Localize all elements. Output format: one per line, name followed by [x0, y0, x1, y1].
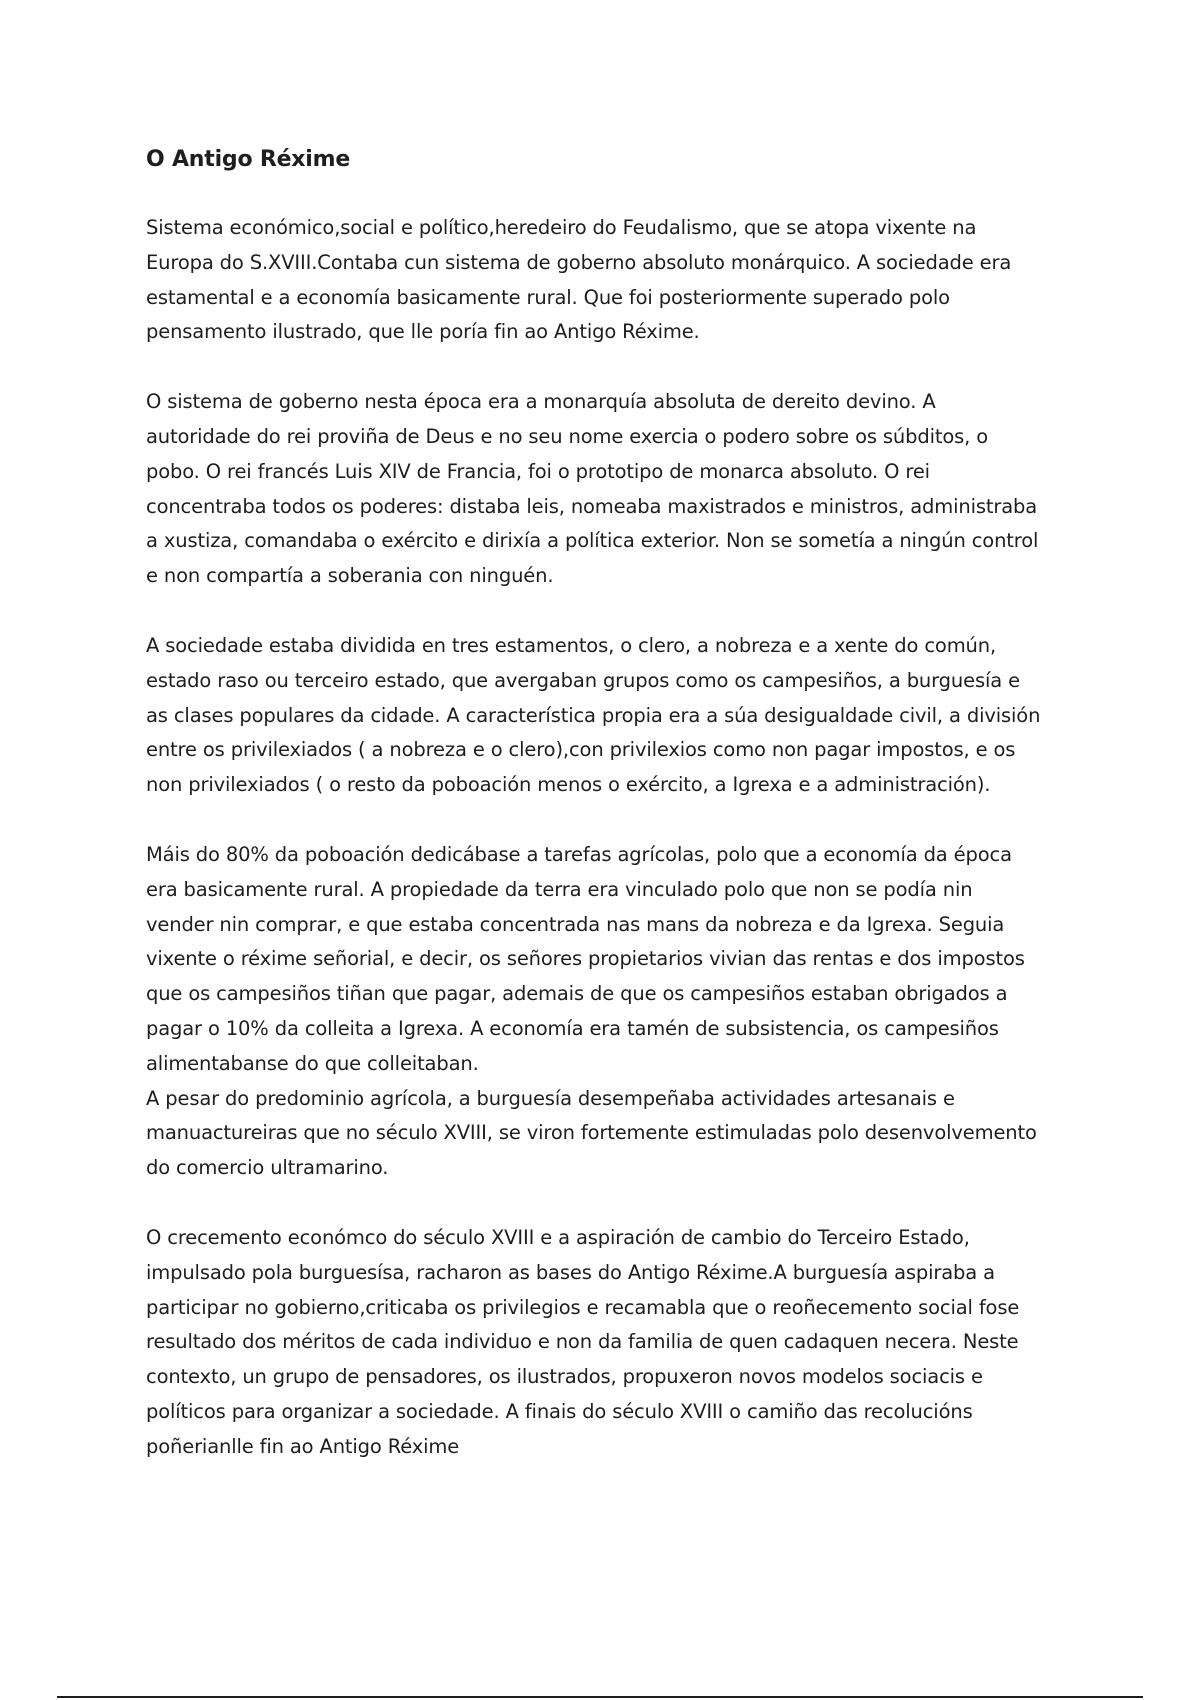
text-line: Sistema económico,social e político,heredeiro do Feudalismo, que se atopa vixente na	[146, 216, 977, 239]
document-title: O Antigo Réxime	[146, 147, 351, 172]
text-line: era basicamente rural. A propiedade da terra era vinculado polo que non se podía nin	[146, 877, 973, 901]
paragraph-society	[146, 629, 1066, 803]
text-line: concentraba todos os poderes: distaba leis, nomeaba maxistrados e ministros, administraba	[146, 494, 1038, 518]
paragraph-crisis	[146, 1221, 1066, 1465]
text-line: e non compartía a soberania con ninguén.	[146, 564, 554, 588]
paragraph-economy	[146, 838, 1066, 1082]
text-line: manuactureiras que no século XVIII, se viron fortemente estimuladas polo desenvolvemento	[146, 1121, 1037, 1145]
text-line: Máis do 80% da poboación dedicábase a tarefas agrícolas, polo que a economía da época	[146, 842, 1012, 866]
text-line: vender nin comprar, e que estaba concentrada nas mans da nobreza e da Igrexa. Seguia	[146, 912, 1005, 936]
text-line: estado raso ou terceiro estado, que avergaban grupos como os campesiños, a burguesía e	[146, 668, 1020, 692]
text-line: resultado dos méritos de cada individuo e non da familia de quen cadaquen necera. Neste	[146, 1330, 1019, 1354]
text-line: non privilexiados ( o resto da poboación menos o exército, a Igrexa e a administración).	[146, 773, 991, 797]
text-line: a xustiza, comandaba o exército e dirixía a política exterior. Non se sometía a ningún control	[146, 529, 1039, 553]
text-line: O crecemento económco do século XVIII e a aspiración de cambio do Terceiro Estado,	[146, 1225, 970, 1249]
text-line: A sociedade estaba dividida en tres estamentos, o clero, a nobreza e a xente do común,	[146, 633, 997, 657]
footer-divider	[57, 1696, 1143, 1698]
text-line: vixente o réxime señorial, e decir, os señores propietarios vivian das rentas e dos impostos	[146, 947, 1025, 971]
paragraph-definition	[146, 211, 1066, 350]
text-line: entre os privilexiados ( a nobreza e o clero),con privilexios como non pagar impostos, e os	[146, 738, 1016, 762]
paragraph-government	[146, 385, 1066, 594]
text-line: contexto, un grupo de pensadores, os ilustrados, propuxeron novos modelos sociacis e	[146, 1365, 983, 1389]
document-body	[146, 143, 1066, 1500]
text-line: O sistema de goberno nesta época era a monarquía absoluta de dereito devino. A	[146, 390, 936, 414]
text-line: alimentabanse do que colleitaban.	[146, 1051, 479, 1075]
text-line: Europa do S.XVIII.Contaba cun sistema de goberno absoluto monárquico. A sociedade era	[146, 250, 1012, 274]
paragraph-bourgeoisie	[146, 1082, 1066, 1186]
text-line: participar no gobierno,criticaba os privilegios e recamabla que o reoñecemento social fose	[146, 1295, 1020, 1319]
text-line: políticos para organizar a sociedade. A finais do século XVIII o camiño das recolucións	[146, 1399, 973, 1423]
text-line: as clases populares da cidade. A característica propia era a súa desigualdade civil, a división	[146, 703, 1041, 727]
text-line: poñerianlle fin ao Antigo Réxime	[146, 1434, 460, 1458]
text-line: pensamento ilustrado, que lle poría fin ao Antigo Réxime.	[146, 320, 700, 344]
text-line: A pesar do predominio agrícola, a burguesía desempeñaba actividades artesanais e	[146, 1086, 955, 1110]
text-line: que os campesiños tiñan que pagar, ademais de que os campesiños estaban obrigados a	[146, 982, 1008, 1006]
text-line: pobo. O rei francés Luis XIV de Francia, foi o prototipo de monarca absoluto. O rei	[146, 459, 930, 483]
text-line: pagar o 10% da colleita a Igrexa. A economía era tamén de subsistencia, os campesiños	[146, 1016, 999, 1040]
text-line: estamental e a economía basicamente rural. Que foi posteriormente superado polo	[146, 285, 950, 309]
text-line: do comercio ultramarino.	[146, 1156, 389, 1180]
text-line: autoridade do rei proviña de Deus e no seu nome exercia o podero sobre os súbditos, o	[146, 424, 989, 448]
text-line: impulsado pola burguesísa, racharon as bases do Antigo Réxime.A burguesía aspiraba a	[146, 1260, 995, 1284]
